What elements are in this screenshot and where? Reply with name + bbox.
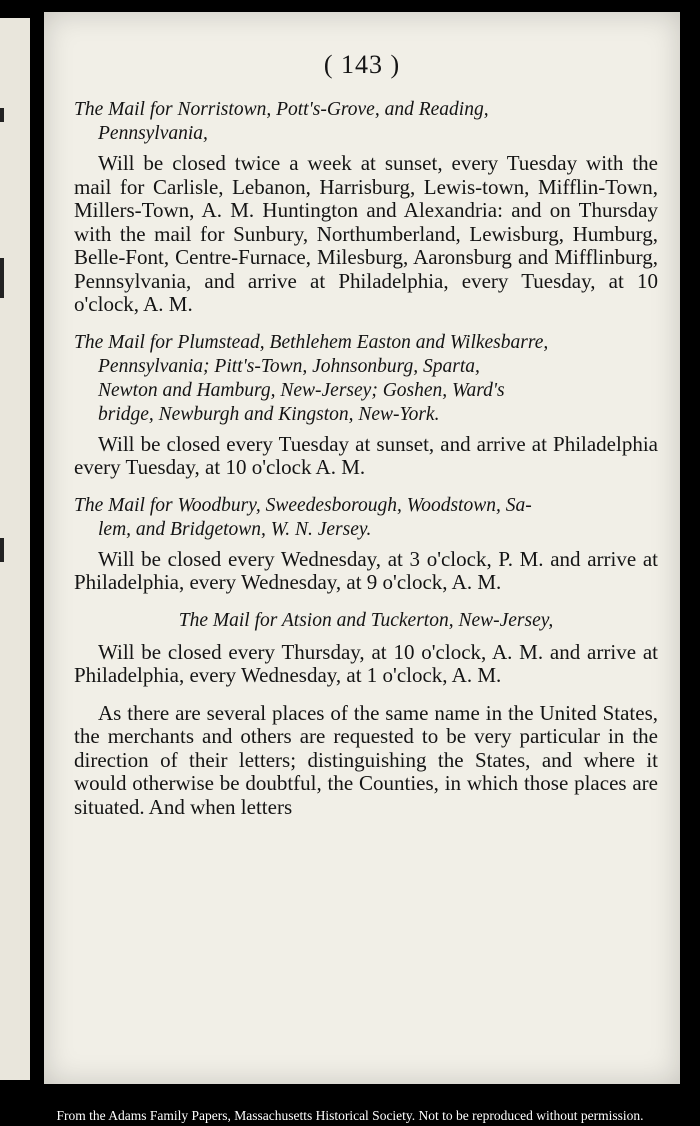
heading-line: The Mail for Norristown, Pott's-Grove, and Reading, bbox=[74, 99, 489, 120]
mail-heading-bridgetown bbox=[74, 494, 658, 542]
heading-line: The Mail for Woodbury, Sweedesborough, Woodstown, Sa- bbox=[74, 494, 532, 516]
mail-schedule-reading: Will be closed twice a week at sunset, every Tuesday with the mail for Carlisle, Lebanon, Harrisburg, Lewis-town, Mifflin-Town, Millers-Town, A. M. Huntington and Alexandria: and on Thursday with the mail for Sunbury, Northumberland, Lewisburg, Humburg, Belle-Font, Centre-Furnace, Milesburg, Aaronsburg and Mifflinburg, Pennsylvania, and arrive at Philadelphia, every Tuesday, at 10 o'clock, A. M. bbox=[74, 151, 658, 316]
heading-line: Newton and Hamburg, New-Jersey; Goshen, Ward's bbox=[98, 379, 505, 401]
gutter-mark bbox=[0, 258, 4, 298]
page-content bbox=[74, 98, 658, 833]
mail-schedule-tuckerton: Will be closed every Thursday, at 10 o'clock, A. M. and arrive at Philadelphia, every Wednesday, at 1 o'clock, A. M. bbox=[74, 639, 658, 687]
closing-paragraph: As there are several places of the same name in the United States, the merchants and others are requested to be very particular in the direction of their letters; distinguishing the States, and where it would otherwise be doubtful, the Counties, in which those places are situated. And when letters bbox=[74, 700, 658, 819]
heading-line: The Mail for Atsion and Tuckerton, New-Jersey, bbox=[178, 609, 554, 631]
copyright-footer: From the Adams Family Papers, Massachusetts Historical Society. Not to be reproduced without permission. bbox=[56, 1108, 644, 1123]
mail-heading-reading bbox=[74, 98, 658, 146]
facing-page-edge bbox=[0, 18, 30, 1080]
mail-schedule-bridgetown: Will be closed every Wednesday, at 3 o'clock, P. M. and arrive at Philadelphia, every Wednesday, at 9 o'clock, A. M. bbox=[74, 546, 658, 594]
heading-line: lem, and Bridgetown, W. N. Jersey. bbox=[98, 518, 372, 540]
page-number: ( 143 ) bbox=[323, 50, 401, 79]
heading-line: Pennsylvania; Pitt's-Town, Johnsonburg, Sparta, bbox=[98, 355, 480, 377]
mail-heading-tuckerton bbox=[74, 609, 658, 633]
mail-heading-wilkesbarre bbox=[74, 331, 658, 427]
book-page bbox=[44, 12, 680, 1084]
heading-line: The Mail for Plumstead, Bethlehem Easton and Wilkesbarre, bbox=[74, 331, 549, 353]
heading-line: bridge, Newburgh and Kingston, New-York. bbox=[98, 403, 440, 425]
mail-schedule-wilkesbarre: Will be closed every Tuesday at sunset, and arrive at Philadelphia every Tuesday, at 10 o'clock A. M. bbox=[74, 431, 658, 479]
gutter-mark bbox=[0, 108, 4, 122]
heading-line: Pennsylvania, bbox=[98, 123, 208, 144]
gutter-mark bbox=[0, 538, 4, 562]
